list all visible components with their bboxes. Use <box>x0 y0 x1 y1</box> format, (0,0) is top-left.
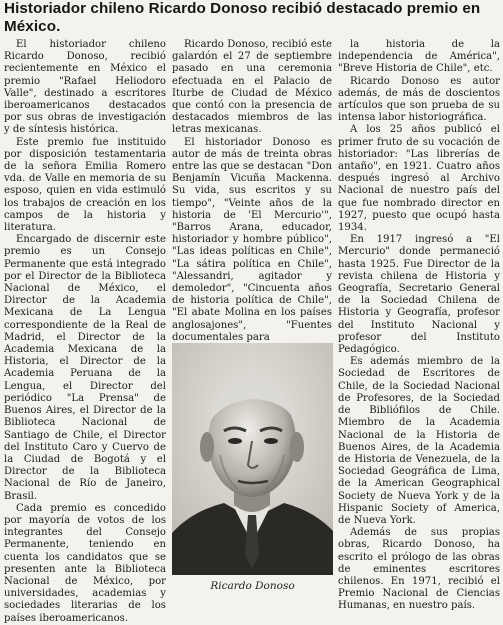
article-paragraph: En 1917 ingresó a "El Mercurio" donde permaneció hasta 1925. Fue Director de la revista chilena de Historia y Geografía, Secretario General de la Sociedad Chilena de Historia y Geografía, profesor del Instituto Nacional y profesor del Instituto Pedagógico. <box>338 234 500 356</box>
portrait-photo-image <box>172 343 333 575</box>
article-paragraph: El historiador chileno Ricardo Donoso, recibió recientemente en México el premio "Rafael Heliodoro Valle", destinado a escritores iberoamericanos destacados por sus obras de investigación y de síntesis histórica. <box>4 39 166 136</box>
article-paragraph: Ricardo Donoso es autor además, de más de doscientos artículos que son prueba de su intensa labor historiográfica. <box>338 75 500 124</box>
article-paragraph: Cada premio es concedido por mayoría de votos de los integrantes del Consejo Permanente, teniendo en cuenta los candidatos que se presenten ante la Biblioteca Nacional de México, por universidades, academias y sociedades literarias de los países iberoamericanos. <box>4 502 166 624</box>
article-paragraph: la historia de la independencia de América", "Breve Historia de Chile", etc. <box>338 39 500 75</box>
article-column-2 <box>172 39 332 343</box>
article-column-3 <box>338 39 500 612</box>
article-paragraph: Este premio fue instituido por disposición testamentaria de la señora Emilia Romero vda. de Valle en memoria de su esposo, quien en vida estimuló los trabajos de creación en los campos de la historia y literatura. <box>4 136 166 234</box>
article-paragraph: Ricardo Donoso, recibió este galardón el 27 de septiembre pasado en una ceremonia efectuada en el Palacio de Iturbe de Ciudad de México que contó con la presencia de destacados miembros de las letras mexicanas. <box>172 39 332 136</box>
article-paragraph: A los 25 años publicó el primer fruto de su vocación de historiador: "Las librerías de antaño", en 1921. Cuatro años después ingresó al Archivo Nacional de nuestro país del que fue nombrado director en 1927, puesto que ocupó hasta 1934. <box>338 124 500 234</box>
portrait-photo <box>172 343 333 575</box>
article-paragraph: Además de sus propias obras, Ricardo Donoso, ha escrito el prólogo de las obras de eminentes escritores chilenos. En 1971, recibió el Premio Nacional de Ciencias Humanas, en nuestro país. <box>338 527 500 612</box>
article-column-1 <box>4 39 166 624</box>
article-paragraph: El historiador Donoso es autor de más de treinta obras entre las que se destacan "Don Benjamín Vicuña Mackenna. Su vida, sus escritos y su tiempo", "Veinte años de la historia de 'El Mercurio'", "Barros Arana, educador, historiador y hombre público", "Las ideas políticas en Chile", "La sátira política en Chile", "Alessandri, agitador y demoledor", "Cincuenta años de historia política de Chile", "El abate Molina en los países anglosajones", "Fuentes documentales para <box>172 136 332 343</box>
article-paragraph: Es además miembro de la Sociedad de Escritores de Chile, de la Sociedad Nacional de Profesores, de la Sociedad de Bibliófilos de Chile. Miembro de la Academia Nacional de la Historia de Buenos Aires, de la Academia de Historia de Venezuela, de la Sociedad Geográfica de Lima, de la American Geographical Society de Nueva York y de la Hispanic Society of America, de Nueva York. <box>338 356 500 526</box>
article-paragraph: Encargado de discernir este premio es un Consejo Permanente que está integrado por el Director de la Biblioteca Nacional de México, el Director de la Academia Mexicana de La Lengua correspondiente de la Real de Madrid, el Director de la Academia Mexicana de la Historia, el Director de la Academia Peruana de la Lengua, el Director del periódico "La Prensa" de Buenos Aires, el Director de la Biblioteca Nacional de Santiago de Chile, el Director del Instituto Caro y Cuervo de la Ciudad de Bogotá y el Director de la Biblioteca Nacional de Río de Janeiro, Brasil. <box>4 234 166 502</box>
article-headline: Historiador chileno Ricardo Donoso recibió destacado premio en México. <box>4 0 481 35</box>
photo-caption: Ricardo Donoso <box>210 580 295 592</box>
